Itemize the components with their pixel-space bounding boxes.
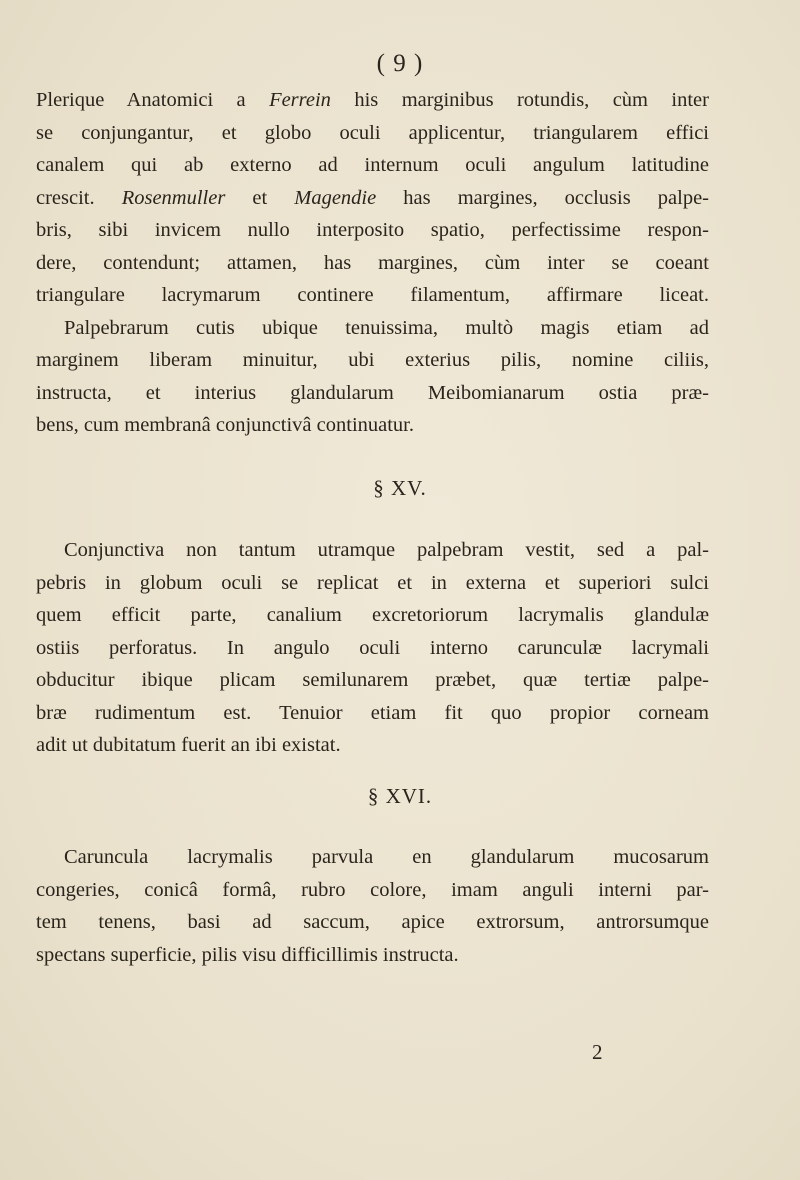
text-line: quem efficit parte, canalium excretoriorum lacrymalis glandulæ bbox=[36, 604, 709, 626]
text-line: dere, contendunt; attamen, has margines, cùm inter se coeant bbox=[36, 251, 709, 274]
text-line: instructa, et interius glandularum Meibomianarum ostia præ- bbox=[36, 381, 709, 404]
paragraph-conjunctiva bbox=[36, 534, 709, 762]
section-heading-xv: § XV. bbox=[373, 476, 427, 500]
text-line: Plerique Anatomici a Ferrein his marginibus rotundis, cùm inter bbox=[36, 89, 709, 111]
page-number: ( 9 ) bbox=[376, 50, 424, 77]
text-line: bens, cum membranâ conjunctivâ continuatur. bbox=[36, 414, 414, 436]
text-line: marginem liberam minuitur, ubi exterius pilis, nomine ciliis, bbox=[36, 349, 709, 371]
text-line: bris, sibi invicem nullo interposito spatio, perfectissime respon- bbox=[36, 219, 709, 241]
text-line: Conjunctiva non tantum utramque palpebram vestit, sed a pal- bbox=[64, 539, 709, 561]
author-ferrein: Ferrein bbox=[269, 89, 331, 111]
text-line: canalem qui ab externo ad internum oculi angulum latitudine bbox=[36, 154, 709, 176]
paragraph-caruncula bbox=[36, 841, 709, 971]
author-rosenmuller: Rosenmuller bbox=[121, 186, 226, 209]
text-line: bræ rudimentum est. Tenuior etiam fit quo propior corneam bbox=[36, 701, 709, 724]
text-line: spectans superficie, pilis visu difficillimis instructa. bbox=[36, 943, 459, 966]
text-line: crescit. Rosenmuller et Magendie has margines, occlusis palpe- bbox=[36, 186, 709, 209]
text-line: Caruncula lacrymalis parvula en glandularum mucosarum bbox=[64, 846, 709, 868]
section-heading-xvi: § XVI. bbox=[367, 784, 433, 808]
text-line: pebris in globum oculi se replicat et in externa et superiori sulci bbox=[36, 571, 709, 594]
text-line: ostiis perforatus. In angulo oculi interno carunculæ lacrymali bbox=[36, 636, 709, 659]
text-line: tem tenens, basi ad saccum, apice extrorsum, antrorsumque bbox=[36, 911, 709, 933]
text-line: triangulare lacrymarum continere filamentum, affirmare liceat. bbox=[36, 284, 709, 306]
text-line: congeries, conicâ formâ, rubro colore, imam anguli interni par- bbox=[36, 878, 709, 901]
text-line: se conjungantur, et globo oculi applicentur, triangularem effici bbox=[36, 121, 709, 144]
text-line: adit ut dubitatum fuerit an ibi existat. bbox=[36, 734, 341, 756]
text-line: obducitur ibique plicam semilunarem præbet, quæ tertiæ palpe- bbox=[36, 669, 709, 691]
signature-mark: 2 bbox=[592, 1040, 603, 1064]
author-magendie: Magendie bbox=[294, 186, 377, 209]
text-line: Palpebrarum cutis ubique tenuissima, multò magis etiam ad bbox=[64, 316, 709, 339]
paragraph-eyelid-margins bbox=[36, 84, 709, 442]
